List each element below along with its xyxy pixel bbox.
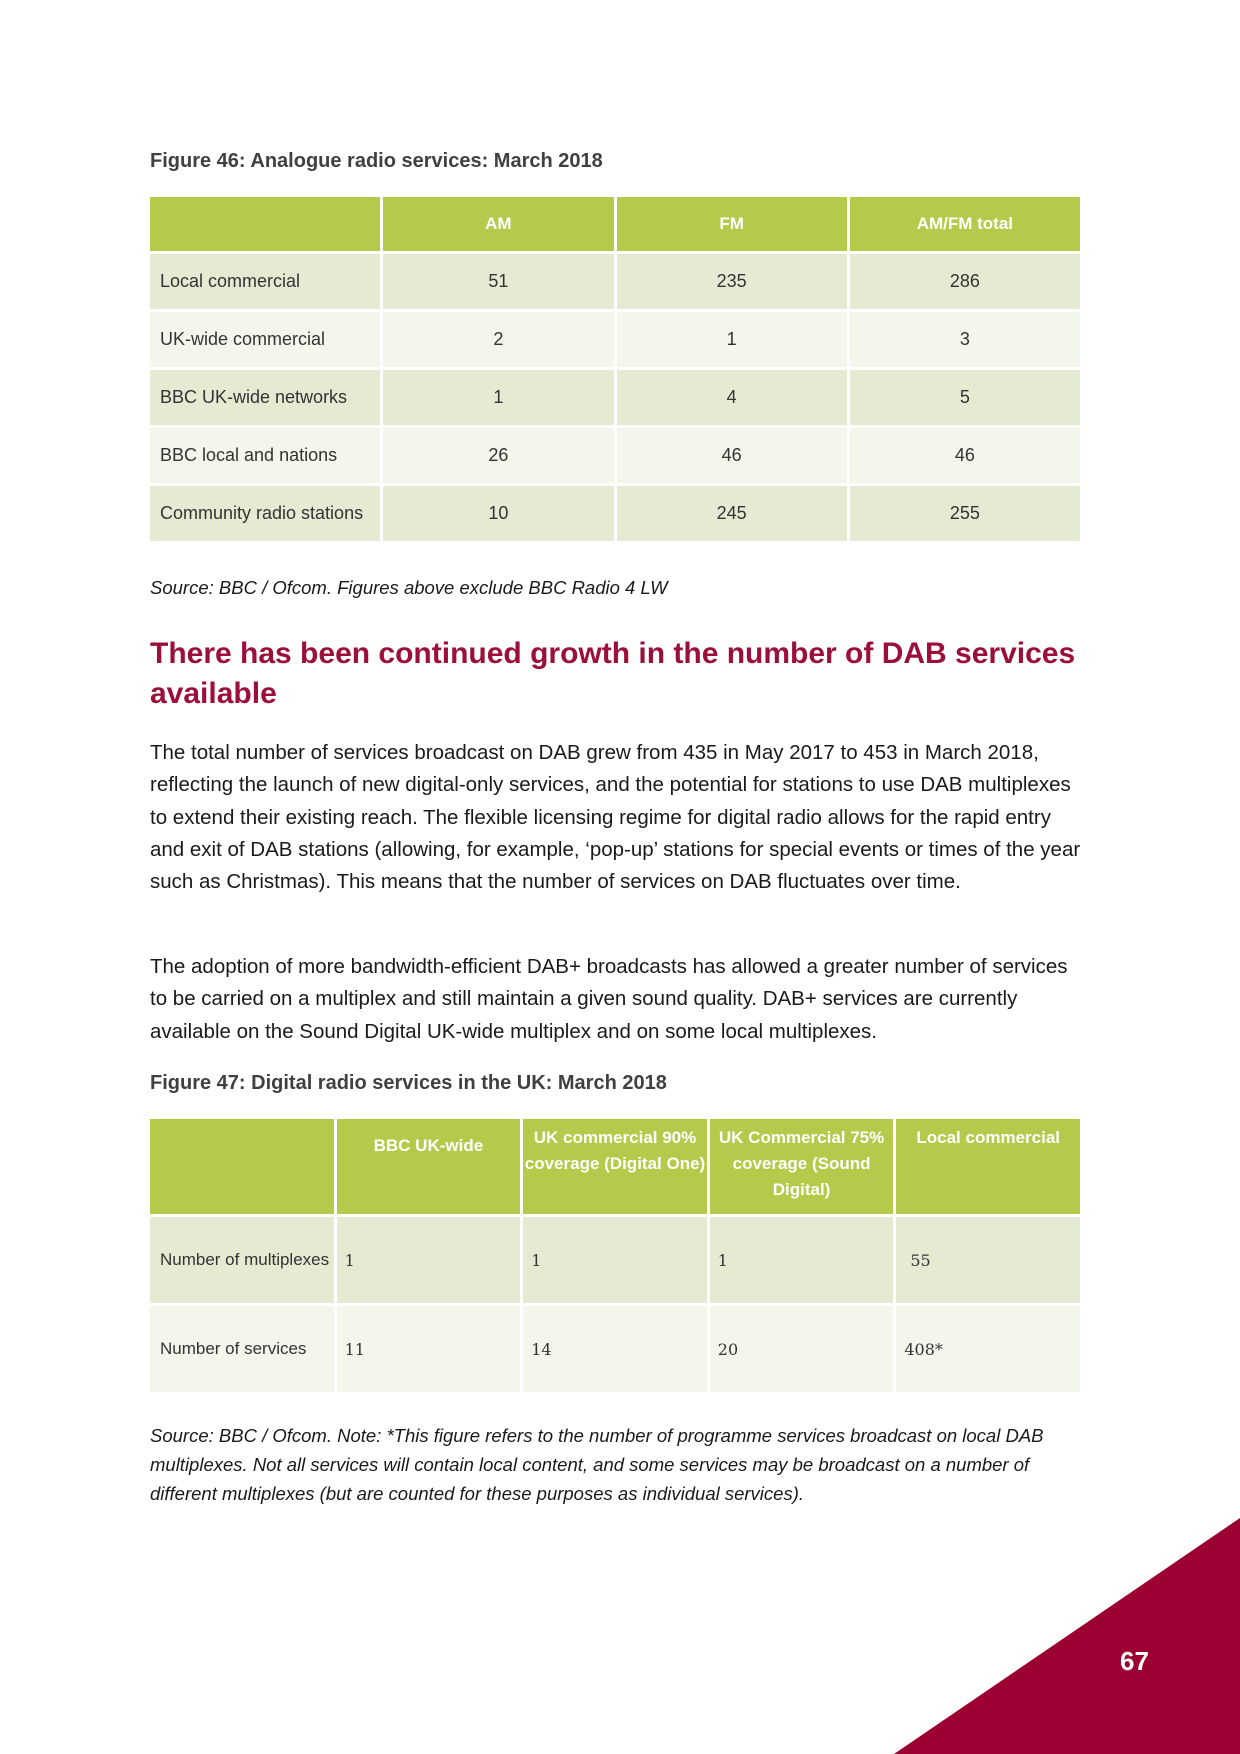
cell-am: 26 [383, 428, 613, 483]
figure-47-source: Source: BBC / Ofcom. Note: *This figure refers to the number of programme services broadcast on local DAB multiplexes. Not all services will contain local content, and some services may be broadcast on a number of different multiplexes (but are counted for these purposes as individual services). [150, 1425, 1044, 1504]
cell-total: 286 [850, 254, 1080, 309]
cell-bbc-uk-wide: 1 [337, 1217, 521, 1303]
table-header-row [150, 1119, 1080, 1214]
header-cell-local-commercial: Local commercial [896, 1119, 1080, 1214]
cell-fm: 245 [617, 486, 847, 541]
header-cell-bbc-uk-wide: BBC UK-wide [337, 1119, 521, 1214]
figure-47-title: Figure 47: Digital radio services in the UK: March 2018 [150, 1072, 667, 1094]
table-row [150, 428, 1080, 483]
row-label: Number of services [150, 1306, 334, 1392]
table-row [150, 254, 1080, 309]
cell-local-commercial: 55 [896, 1217, 1080, 1303]
table-row [150, 486, 1080, 541]
cell-digital-one: 1 [523, 1217, 707, 1303]
cell-sound-digital: 1 [710, 1217, 894, 1303]
corner-accent-triangle [894, 1518, 1240, 1754]
cell-total: 3 [850, 312, 1080, 367]
figure-46-source: Source: BBC / Ofcom. Figures above exclude BBC Radio 4 LW [150, 577, 668, 598]
header-cell-digital-one: UK commercial 90% coverage (Digital One) [523, 1119, 707, 1214]
cell-am: 10 [383, 486, 613, 541]
body-paragraph-1: The total number of services broadcast on DAB grew from 435 in May 2017 to 453 in March 2018, reflecting the launch of new digital-only services, and the potential for stations to use DAB multiplexes to extend their existing reach. The flexible licensing regime for digital radio allows for the rapid entry and exit of DAB stations (allowing, for example, ‘pop-up’ stations for special events or times of the year such as Christmas). This means that the number of services on DAB fluctuates over time. [150, 741, 1081, 894]
cell-am: 2 [383, 312, 613, 367]
row-label: BBC UK-wide networks [150, 370, 380, 425]
header-cell-am: AM [383, 197, 613, 251]
cell-bbc-uk-wide: 11 [337, 1306, 521, 1392]
cell-am: 51 [383, 254, 613, 309]
cell-fm: 235 [617, 254, 847, 309]
body-paragraph-2: The adoption of more bandwidth-efficient DAB+ broadcasts has allowed a greater number of services to be carried on a multiplex and still maintain a given sound quality. DAB+ services are currently available on the Sound Digital UK-wide multiplex and on some local multiplexes. [150, 955, 1068, 1043]
figure-46-title: Figure 46: Analogue radio services: March 2018 [150, 150, 603, 172]
cell-fm: 1 [617, 312, 847, 367]
cell-sound-digital: 20 [710, 1306, 894, 1392]
analogue-radio-table [147, 194, 1083, 544]
table-row [150, 1217, 1080, 1303]
row-label: UK-wide commercial [150, 312, 380, 367]
header-cell-empty [150, 197, 380, 251]
header-cell-fm: FM [617, 197, 847, 251]
cell-digital-one: 14 [523, 1306, 707, 1392]
cell-total: 46 [850, 428, 1080, 483]
cell-fm: 4 [617, 370, 847, 425]
row-label: BBC local and nations [150, 428, 380, 483]
row-label: Community radio stations [150, 486, 380, 541]
header-cell-empty [150, 1119, 334, 1214]
cell-local-commercial: 408* [896, 1306, 1080, 1392]
cell-total: 255 [850, 486, 1080, 541]
section-heading: There has been continued growth in the number of DAB services available [150, 637, 1076, 710]
table-row [150, 312, 1080, 367]
table-row [150, 1306, 1080, 1392]
row-label: Local commercial [150, 254, 380, 309]
digital-radio-table [147, 1116, 1083, 1395]
table-row [150, 370, 1080, 425]
cell-fm: 46 [617, 428, 847, 483]
cell-total: 5 [850, 370, 1080, 425]
row-label: Number of multiplexes [150, 1217, 334, 1303]
header-cell-sound-digital: UK Commercial 75% coverage (Sound Digital) [710, 1119, 894, 1214]
header-cell-am-fm-total: AM/FM total [850, 197, 1080, 251]
page-number: 67 [1120, 1646, 1149, 1676]
corner-accent-shape [894, 1518, 1240, 1754]
cell-am: 1 [383, 370, 613, 425]
table-header-row [150, 197, 1080, 251]
